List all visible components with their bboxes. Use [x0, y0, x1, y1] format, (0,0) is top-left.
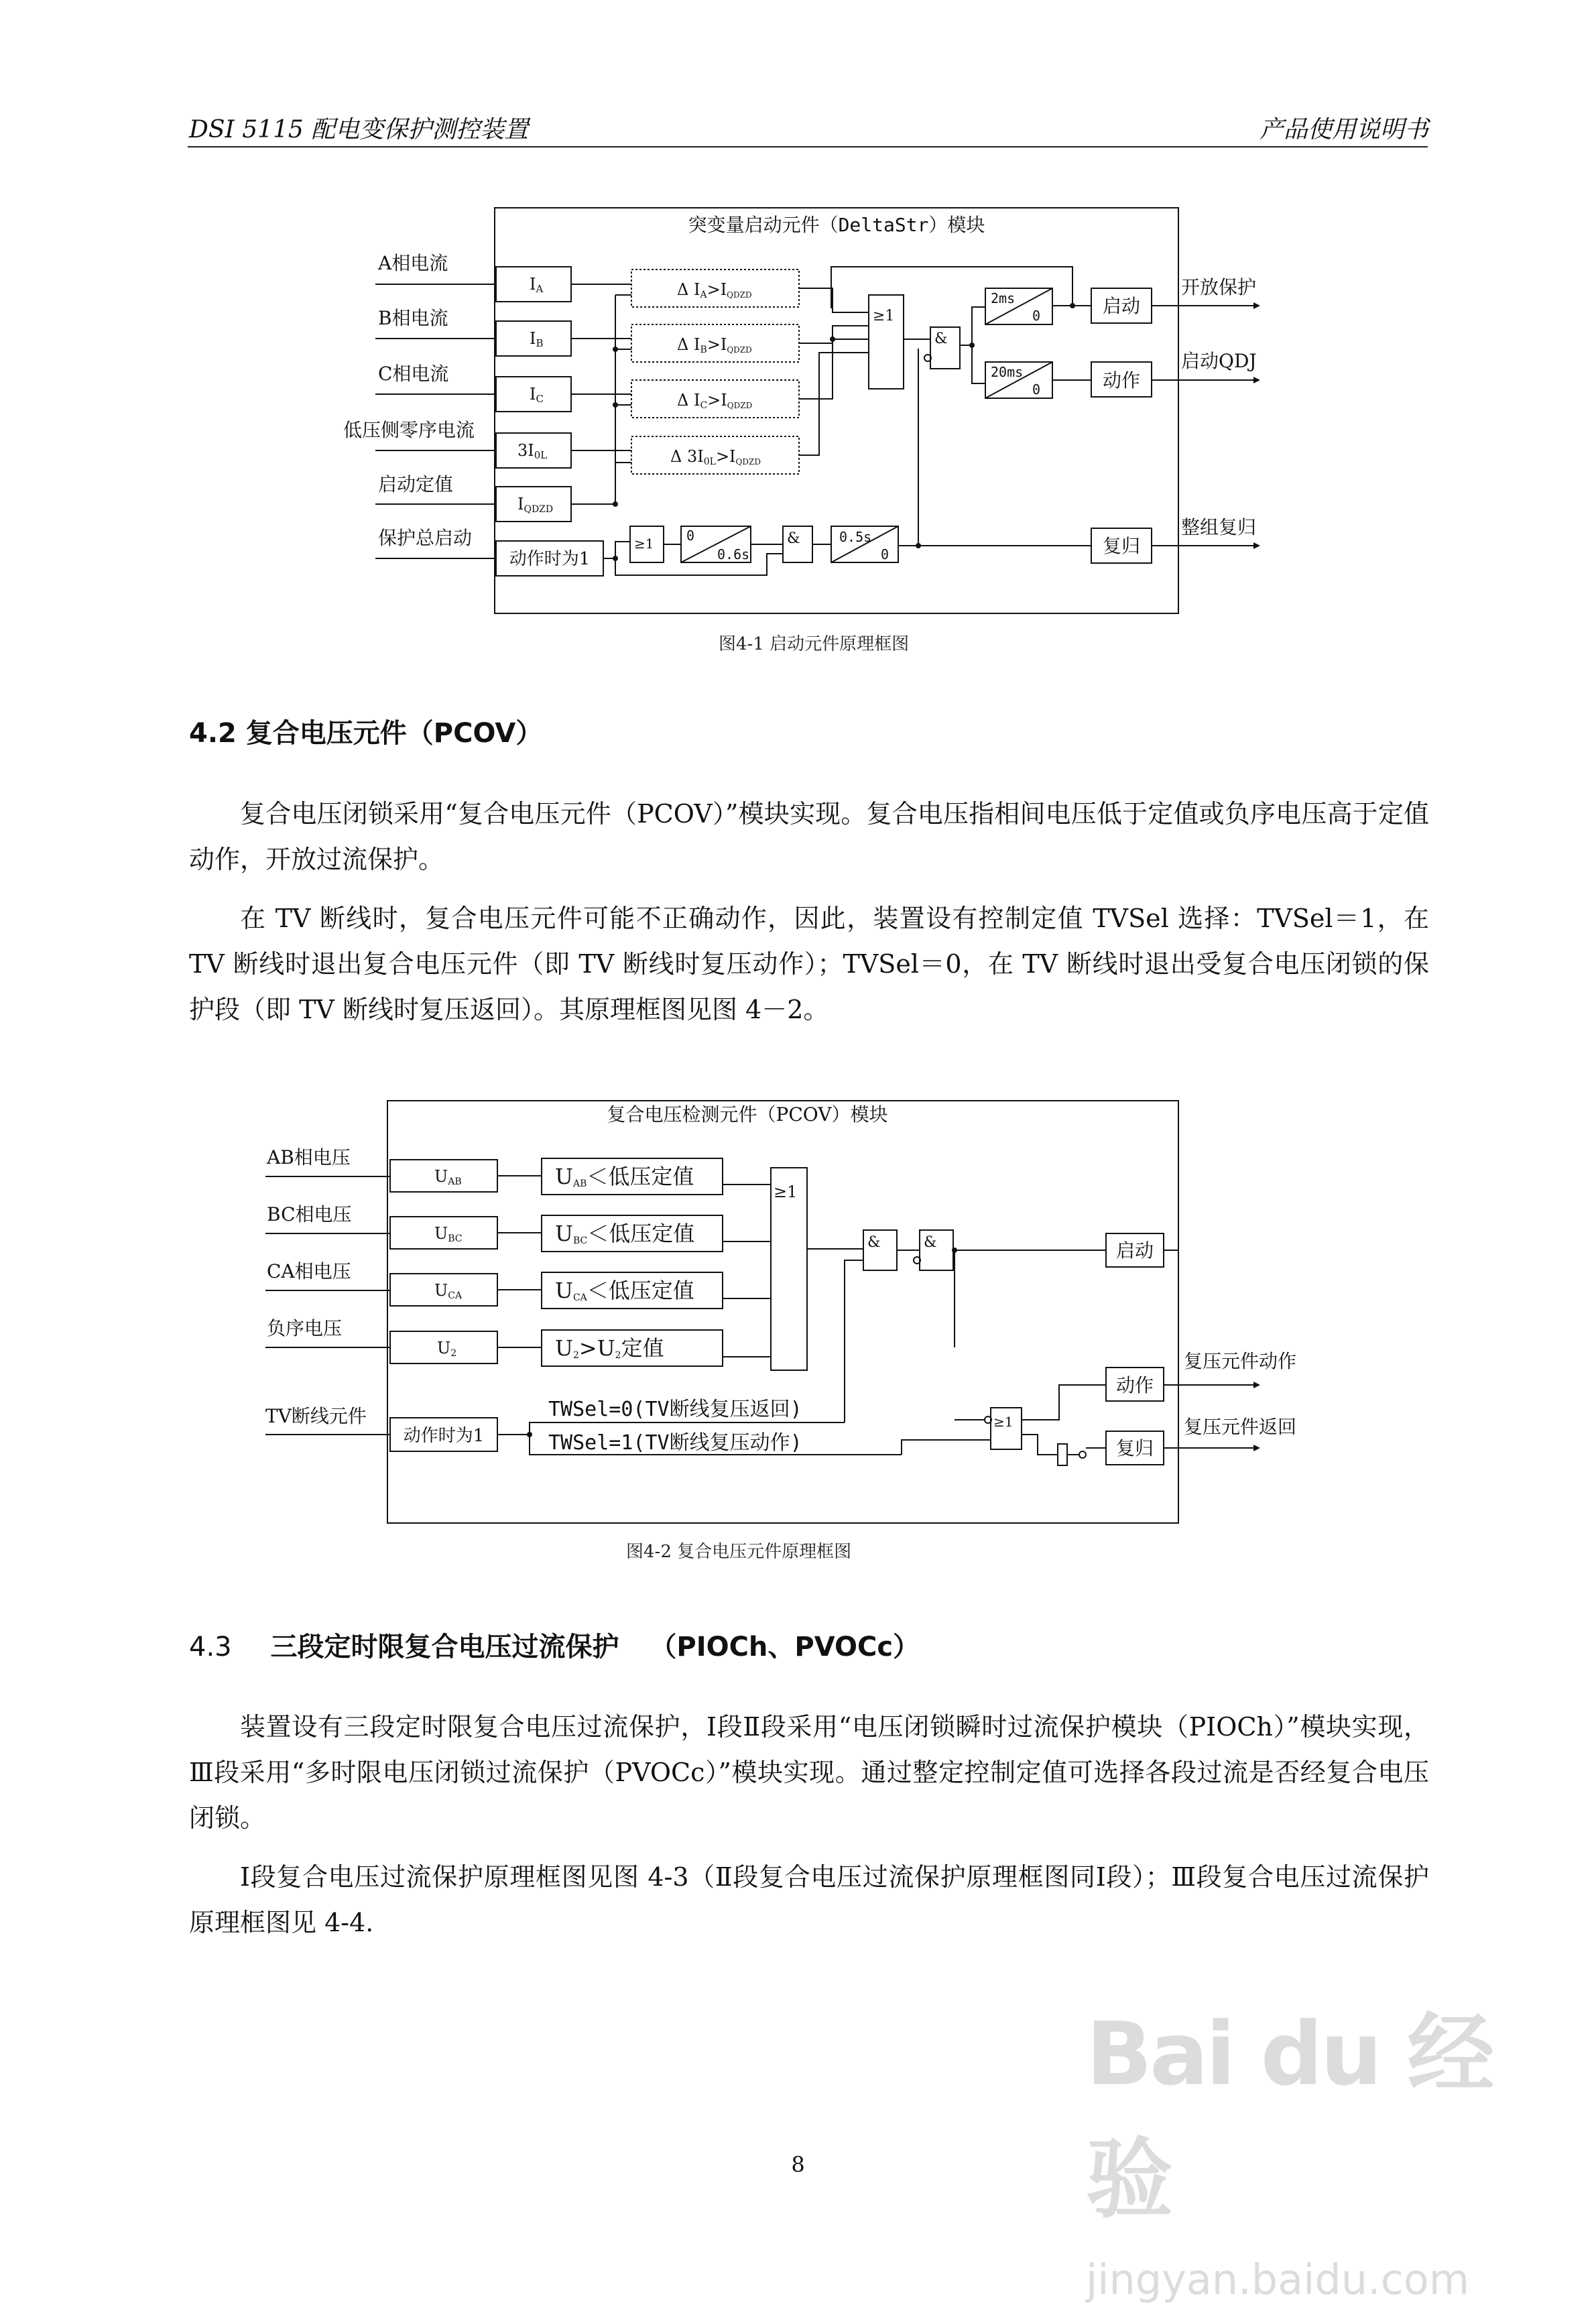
fig2-block-ubc: UBC [434, 1224, 463, 1244]
fig2-output-ret: 复压元件返回 [1184, 1416, 1297, 1438]
fig1-input-setting: 启动定值 [378, 473, 454, 495]
header-right: 产品使用说明书 [1259, 116, 1428, 143]
section-4-2-para-2: 在 TV 断线时，复合电压元件可能不正确动作，因此，装置设有控制定值 TVSel 选择：TVSel＝1，在 TV 断线时退出复合电压元件（即 TV 断线时复压动作）；TVSel＝0，在 TV 断线时退出受复合电压闭锁的保护段（即 TV 断线时复压返回）。其原理框图见图 4－2。 [189, 904, 1429, 1024]
fig1-compare-0l: Δ 3I0L>IQDZD [670, 447, 761, 467]
header-rule [188, 146, 1428, 147]
section-4-2-title: 4.2 复合电压元件（PCOV） [189, 718, 543, 749]
fig2-block-act: 动作 [1115, 1374, 1154, 1396]
fig2-input-tv: TV断线元件 [265, 1405, 367, 1427]
fig2-block-uab: UAB [434, 1167, 462, 1187]
fig2-and2-label: & [924, 1234, 937, 1251]
fig2-or-gate-label: ≥1 [774, 1183, 798, 1201]
fig1-block-reset: 复归 [1102, 535, 1141, 557]
fig1-block-action1: 动作时为1 [509, 549, 591, 569]
fig2-block-u2: U2 [437, 1339, 457, 1359]
fig1-input-c: C相电流 [378, 363, 449, 385]
fig2-compare-ca: UCA＜低压定值 [555, 1278, 694, 1303]
section-4-3-title [189, 1626, 920, 1664]
fig1-output-open: 开放保护 [1181, 276, 1257, 298]
watermark-brand: Bai du 经验 [1086, 2003, 1492, 2230]
fig1-timer1-top: 2ms [991, 290, 1016, 306]
fig2-block-tv: 动作时为1 [403, 1426, 485, 1446]
fig1-output-qdj: 启动QDJ [1181, 350, 1257, 372]
fig1-timer3-bot: 0.6s [717, 546, 750, 562]
fig2-input-ab: AB相电压 [267, 1146, 351, 1168]
section-4-3-paren: （PIOCh、PVOCc） [650, 1632, 920, 1662]
fig1-timer2-top: 20ms [991, 364, 1024, 380]
fig2-input-bc: BC相电压 [267, 1203, 352, 1225]
fig2-compare-u2: U2>U2定值 [555, 1335, 664, 1361]
fig1-compare-b: Δ IB>IQDZD [677, 335, 752, 355]
section-4-3-para-1: 装置设有三段定时限复合电压过流保护，Ⅰ段Ⅱ段采用“电压闭锁瞬时过流保护模块（PIOCh）”模块实现，Ⅲ段采用“多时限电压闭锁过流保护（PVOCc）”模块实现。通过整定控制定值可选择各段过流是否经复合电压闭锁。 [189, 1712, 1429, 1833]
fig2-twsel1: TWSel=1(TV断线复压动作) [548, 1431, 802, 1455]
fig1-timer2-bot: 0 [1032, 381, 1041, 398]
fig2-module-frame [387, 1101, 1178, 1523]
section-4-3-para-2: Ⅰ段复合电压过流保护原理框图见图 4-3（Ⅱ段复合电压过流保护原理框图同Ⅰ段）；Ⅲ段复合电压过流保护原理框图见 4-4. [189, 1862, 1429, 1937]
fig1-and-gate-label: & [934, 330, 948, 347]
fig1-block-act: 动作 [1102, 369, 1141, 391]
fig1-input-start: 保护总启动 [378, 527, 473, 549]
fig1-module-frame [495, 208, 1178, 613]
fig1-timer3-top: 0 [686, 528, 695, 544]
figure-4-1-caption: 图4-1 启动元件原理框图 [719, 634, 910, 654]
fig2-input-neg: 负序电压 [267, 1317, 343, 1339]
fig2-twsel0: TWSel=0(TV断线复压返回) [548, 1398, 802, 1421]
fig1-block-iqdzd: IQDZD [517, 495, 554, 515]
watermark-url: jingyan.baidu.com [1086, 2255, 1470, 2304]
fig1-block-ia: IA [530, 275, 544, 295]
fig1-chain-and: & [787, 530, 800, 547]
section-4-3-text: 三段定时限复合电压过流保护 [270, 1632, 619, 1662]
fig2-block-reset: 复归 [1115, 1437, 1154, 1459]
fig1-input-a: A相电流 [378, 252, 448, 274]
fig2-block-start: 启动 [1115, 1239, 1154, 1262]
section-4-3-num: 4.3 [189, 1632, 232, 1662]
fig1-block-start: 启动 [1102, 295, 1141, 317]
fig1-timer4-bot: 0 [881, 546, 889, 562]
fig2-and1-label: & [867, 1234, 881, 1251]
fig1-or-gate-label: ≥1 [873, 308, 895, 324]
fig1-block-ic: IC [530, 385, 544, 405]
figure-4-2-caption: 图4-2 复合电压元件原理框图 [626, 1542, 852, 1562]
fig1-input-b: B相电流 [378, 307, 448, 329]
fig1-compare-c: Δ IC>IQDZD [677, 391, 753, 411]
fig2-block-uca: UCA [434, 1281, 463, 1301]
fig1-timer4-top: 0.5s [839, 529, 872, 545]
fig2-compare-bc: UBC＜低压定值 [555, 1221, 695, 1246]
header-left: DSI 5115 配电变保护测控装置 [189, 116, 529, 143]
section-4-2-para-1: 复合电压闭锁采用“复合电压元件（PCOV）”模块实现。复合电压指相间电压低于定值或负序电压高于定值动作，开放过流保护。 [189, 799, 1429, 874]
fig1-block-ib: IB [530, 329, 544, 349]
fig2-input-ca: CA相电压 [267, 1260, 351, 1282]
fig1-output-reset: 整组复归 [1181, 516, 1257, 538]
fig1-input-zero: 低压侧零序电流 [343, 419, 475, 441]
fig1-block-3i0l: 3I0L [517, 441, 548, 461]
baidu-watermark [1086, 1984, 1501, 2304]
fig2-output-act: 复压元件动作 [1184, 1350, 1297, 1372]
fig2-title: 复合电压检测元件（PCOV）模块 [607, 1103, 888, 1126]
fig1-timer1-bot: 0 [1032, 308, 1041, 324]
page-number: 8 [791, 2152, 805, 2177]
fig1-compare-a: Δ IA>IQDZD [677, 280, 752, 300]
fig1-chain-or: ≥1 [634, 536, 654, 552]
fig2-compare-ab: UAB＜低压定值 [555, 1164, 694, 1189]
fig1-title: 突变量启动元件（DeltaStr）模块 [688, 214, 985, 236]
fig2-or2-label: ≥1 [993, 1414, 1014, 1430]
